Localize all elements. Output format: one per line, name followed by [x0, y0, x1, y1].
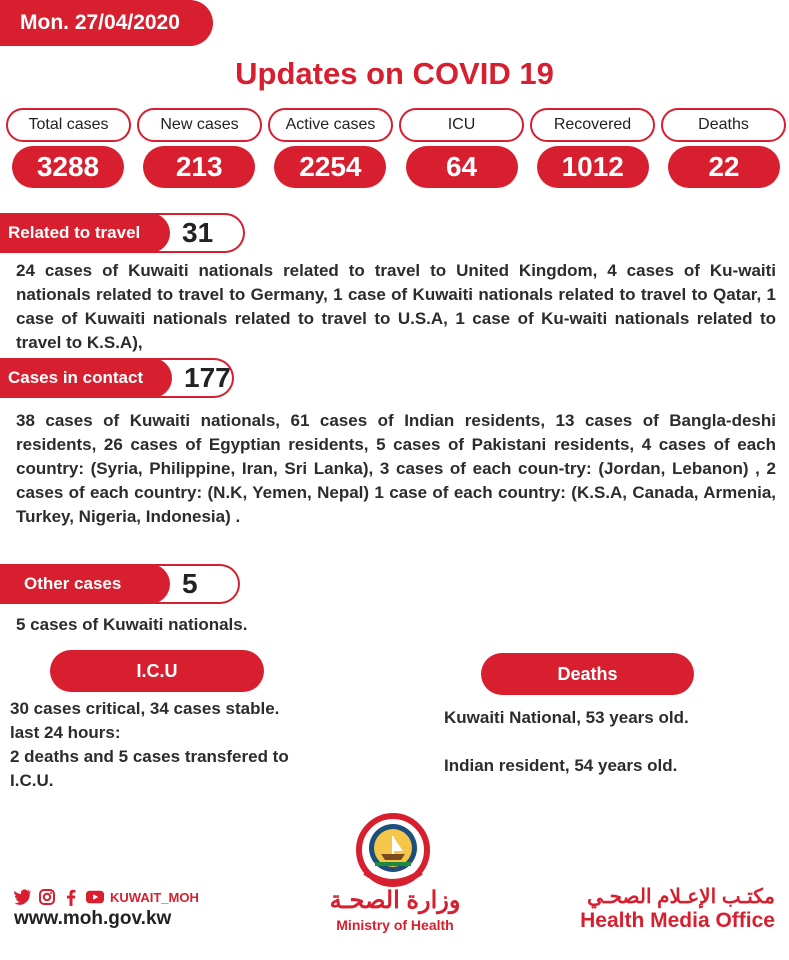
stat-label-icu: ICU — [399, 108, 524, 142]
office-arabic-name: مكتـب الإعـلام الصحـي — [587, 886, 775, 908]
deaths-details — [444, 706, 774, 778]
travel-count: 31 — [140, 213, 245, 253]
ministry-english-name: Ministry of Health — [336, 917, 454, 933]
youtube-icon[interactable] — [86, 888, 104, 906]
stat-value-icu: 64 — [406, 146, 518, 188]
stat-label-total: Total cases — [6, 108, 131, 142]
stat-values-row — [6, 146, 786, 188]
contact-count: 177 — [142, 358, 234, 398]
stat-value-deaths: 22 — [668, 146, 780, 188]
other-section-header — [0, 564, 240, 604]
office-english-name: Health Media Office — [580, 909, 775, 932]
health-media-office-logo — [580, 884, 775, 933]
stat-value-active: 2254 — [274, 146, 386, 188]
twitter-icon[interactable] — [14, 888, 32, 906]
icu-line-4: I.C.U. — [10, 771, 54, 790]
icu-line-2: last 24 hours: — [10, 723, 121, 742]
stat-label-recovered: Recovered — [530, 108, 655, 142]
travel-text: 24 cases of Kuwaiti nationals related to travel to United Kingdom, 4 cases of Ku-waiti nationals related to travel to Germany, 1 case of Kuwaiti nationals related to travel to Qatar, 1 case of Kuwaiti nationals related to travel to U.S.A, 1 case of Ku-waiti nationals related to travel to K.S.A), — [16, 261, 776, 352]
stat-labels-row — [6, 108, 786, 142]
date-banner — [0, 0, 213, 46]
other-text: 5 cases of Kuwaiti nationals. — [16, 615, 248, 634]
page-title: Updates on COVID 19 — [235, 56, 554, 91]
icu-details — [10, 697, 350, 793]
other-count: 5 — [140, 564, 240, 604]
social-row — [14, 888, 199, 906]
icu-line-1: 30 cases critical, 34 cases stable. — [10, 699, 280, 718]
ministry-logo — [300, 886, 490, 933]
contact-section-header — [0, 358, 234, 398]
website-url[interactable]: www.moh.gov.kw — [14, 908, 172, 929]
instagram-icon[interactable] — [38, 888, 56, 906]
contact-label: Cases in contact — [0, 358, 172, 398]
stat-label-deaths: Deaths — [661, 108, 786, 142]
icu-pill: I.C.U — [50, 650, 264, 692]
emblem-icon — [345, 812, 441, 893]
contact-text: 38 cases of Kuwaiti nationals, 61 cases of Indian residents, 13 cases of Bangla-deshi residents, 26 cases of Egyptian residents, 5 cases of Pakistani residents, 4 cases of each country: (Syria, Philippine, Iran, Sri Lanka), 3 cases of each coun-try: (Jordan, Lebanon) , 2 cases of each country: (N.K, Yemen, Nepal) 1 case of each country: (K.S.A, Canada, Armenia, Turkey, Nigeria, Indonesia) . — [16, 411, 776, 526]
stat-label-active: Active cases — [268, 108, 393, 142]
travel-section-header — [0, 213, 245, 253]
deaths-line-1: Kuwaiti National, 53 years old. — [444, 708, 689, 727]
icu-line-3: 2 deaths and 5 cases transfered to — [10, 747, 289, 766]
deaths-pill: Deaths — [481, 653, 694, 695]
travel-label: Related to travel — [0, 213, 170, 253]
other-label: Other cases — [0, 564, 170, 604]
date-label: Mon. 27/04/2020 — [20, 11, 180, 34]
stat-value-recovered: 1012 — [537, 146, 649, 188]
social-handle: KUWAIT_MOH — [110, 889, 199, 905]
footer-social — [14, 888, 199, 930]
stat-label-new: New cases — [137, 108, 262, 142]
stat-value-new: 213 — [143, 146, 255, 188]
stat-value-total: 3288 — [12, 146, 124, 188]
deaths-line-2: Indian resident, 54 years old. — [444, 756, 678, 775]
facebook-icon[interactable] — [62, 888, 80, 906]
ministry-arabic-name: وزارة الصحـة — [329, 887, 461, 914]
